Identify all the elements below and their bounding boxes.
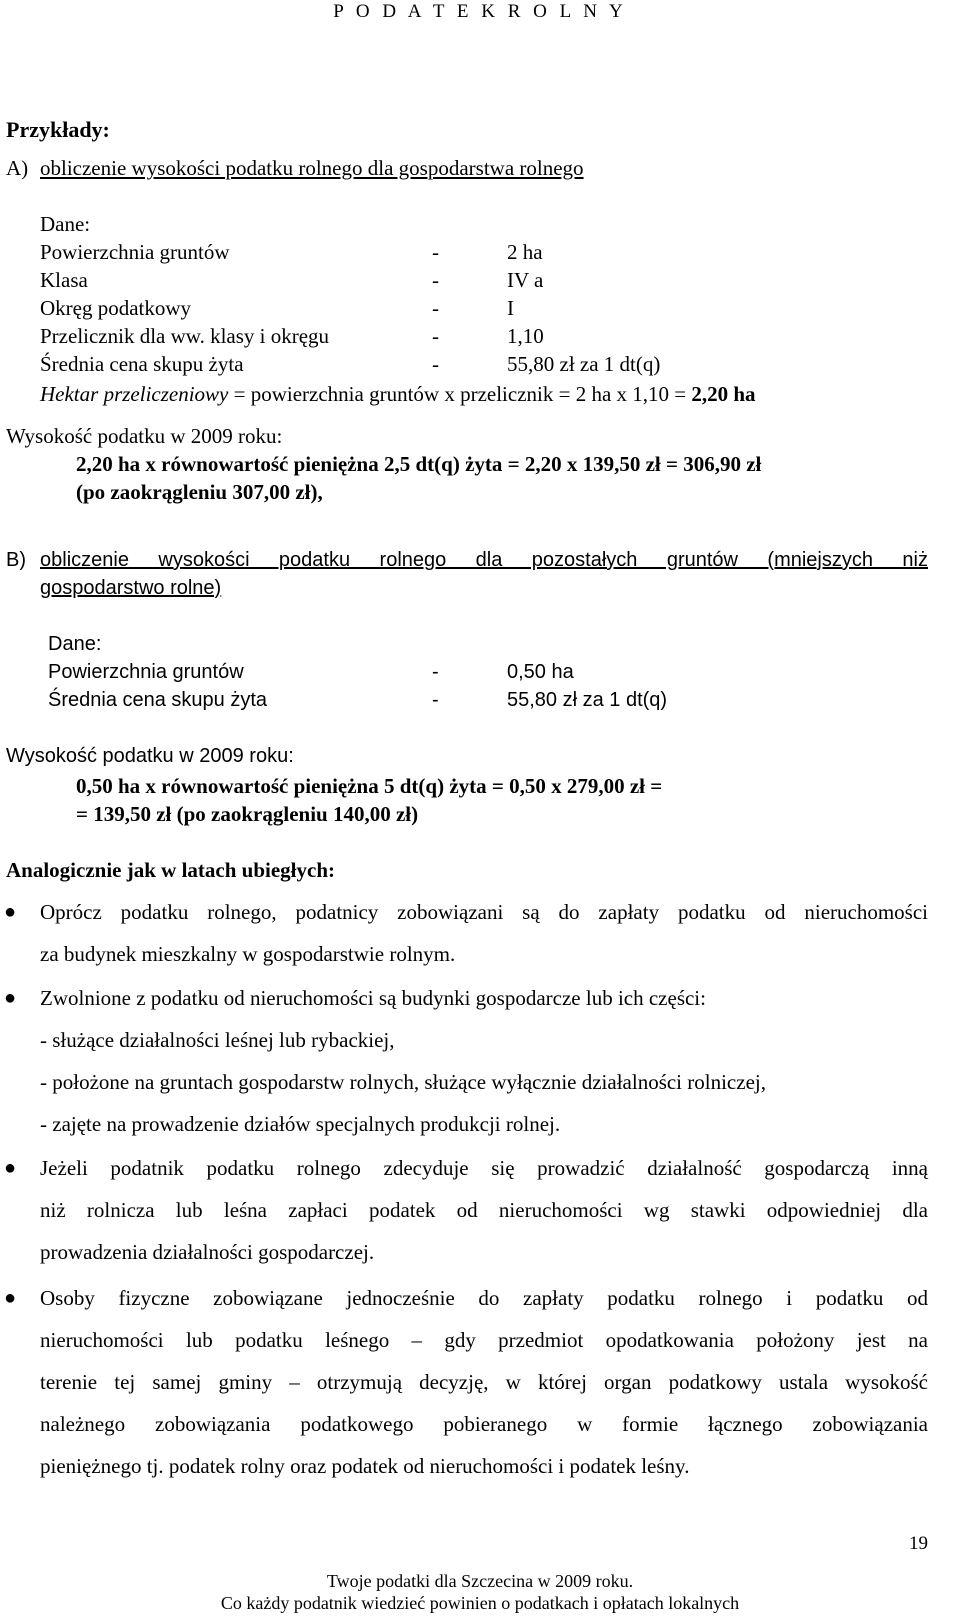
bullet-paragraph (40, 1284, 928, 1494)
paragraph-line: za budynek mieszkalny w gospodarstwie rolnym. (40, 942, 456, 966)
given-row-label: Okręg podatkowy (40, 296, 192, 320)
tax-calc-a-line2: (po zaokrągleniu 307,00 zł), (76, 480, 323, 504)
given-row-label: Średnia cena skupu żyta (40, 352, 244, 376)
given-row-dash: - (432, 689, 439, 711)
bullet-dot-icon: ● (4, 987, 17, 1009)
given-row-label: Powierzchnia gruntów (40, 240, 230, 264)
given-row-dash: - (432, 240, 439, 264)
paragraph-line: pieniężnego tj. podatek rolny oraz podatek od nieruchomości i podatek leśny. (40, 1454, 690, 1478)
paragraph-line: należnego zobowiązania podatkowego pobieranego w formie łącznego zobowiązania (40, 1412, 928, 1436)
bullet-paragraph (40, 984, 928, 1152)
paragraph-line: - położone na gruntach gospodarstw rolnych, służące wyłącznie działalności rolniczej, (40, 1070, 766, 1094)
given-row-value: 2 ha (507, 240, 543, 264)
tax-label-a: Wysokość podatku w 2009 roku: (6, 424, 283, 448)
hectare-expression: = powierzchnia gruntów x przelicznik = 2 ha x 1,10 = (228, 382, 692, 406)
hectare-term: Hektar przeliczeniowy (40, 382, 229, 406)
given-row-value: 55,80 zł za 1 dt(q) (507, 689, 668, 711)
tax-calc-a-line1: 2,20 ha x równowartość pieniężna 2,5 dt(q) żyta = 2,20 x 139,50 zł = 306,90 zł (76, 452, 762, 476)
paragraph-line: - zajęte na prowadzenie działów specjalnych produkcji rolnej. (40, 1112, 561, 1136)
section-a-marker: A) (6, 156, 29, 180)
paragraph-line: - służące działalności leśnej lub rybackiej, (40, 1028, 395, 1052)
given-row-value: 0,50 ha (507, 661, 574, 683)
footer-line2: Co każdy podatnik wiedzieć powinien o podatkach i opłatach lokalnych (220, 1593, 740, 1613)
section-b-given-label: Dane: (48, 633, 102, 655)
paragraph-line: nieruchomości lub podatku leśnego – gdy przedmiot opodatkowania położony jest na (40, 1328, 928, 1352)
tax-label-b: Wysokość podatku w 2009 roku: (6, 745, 294, 767)
paragraph-line: prowadzenia działalności gospodarczej. (40, 1240, 375, 1264)
page-number: 19 (909, 1533, 928, 1554)
bullet-dot-icon: ● (4, 901, 17, 923)
paragraph-line: Osoby fizyczne zobowiązane jednocześnie do zapłaty podatku rolnego i podatku od (40, 1286, 928, 1310)
section-b-marker: B) (6, 549, 26, 571)
paragraph-line: terenie tej samej gminy – otrzymują decyzję, w której organ podatkowy ustala wysokość (40, 1370, 928, 1394)
bullet-dot-icon: ● (4, 1287, 17, 1309)
tax-calc-b-line1: 0,50 ha x równowartość pieniężna 5 dt(q) żyta = 0,50 x 279,00 zł = (76, 774, 663, 798)
section-a-given-label: Dane: (40, 212, 91, 236)
given-row-dash: - (432, 324, 439, 348)
given-row-dash: - (432, 268, 439, 292)
tax-calc-b-line2: = 139,50 zł (po zaokrągleniu 140,00 zł) (76, 802, 419, 826)
given-row-value: I (507, 296, 514, 320)
given-row-label: Przelicznik dla ww. klasy i okręgu (40, 324, 330, 348)
examples-heading: Przykłady: (6, 117, 110, 142)
paragraph-line: Oprócz podatku rolnego, podatnicy zobowiązani są do zapłaty podatku od nieruchomości (40, 900, 928, 924)
given-row-value: 55,80 zł za 1 dt(q) (507, 352, 661, 376)
given-row-dash: - (432, 296, 439, 320)
given-row-label: Średnia cena skupu żyta (48, 689, 268, 711)
given-row-dash: - (432, 661, 439, 683)
given-row-value: IV a (507, 268, 544, 292)
bullet-paragraph (40, 1154, 928, 1280)
paragraph-line: Zwolnione z podatku od nieruchomości są budynki gospodarcze lub ich części: (40, 986, 706, 1010)
paragraph-line: Jeżeli podatnik podatku rolnego zdecyduje się prowadzić działalność gospodarczą inną (40, 1156, 928, 1180)
running-header: P O D A T E K R O L N Y (333, 1, 627, 22)
section-b-title-line2: gospodarstwo rolne) (40, 577, 222, 599)
given-row-dash: - (432, 352, 439, 376)
section-b-title-line1: obliczenie wysokości podatku rolnego dla pozostałych gruntów (mniejszych niż (40, 549, 928, 571)
given-row-label: Klasa (40, 268, 88, 292)
bullet-dot-icon: ● (4, 1157, 17, 1179)
given-row-value: 1,10 (507, 324, 544, 348)
bullet-paragraph (40, 898, 928, 982)
given-row-label: Powierzchnia gruntów (48, 661, 244, 683)
hectare-result: 2,20 ha (691, 382, 756, 406)
section-a-title: obliczenie wysokości podatku rolnego dla gospodarstwa rolnego (40, 156, 584, 180)
analog-heading: Analogicznie jak w latach ubiegłych: (6, 858, 335, 882)
paragraph-line: niż rolnicza lub leśna zapłaci podatek od nieruchomości wg stawki odpowiedniej dla (40, 1198, 928, 1222)
hectare-formula (40, 380, 756, 408)
footer-line1: Twoje podatki dla Szczecina w 2009 roku. (326, 1571, 634, 1591)
